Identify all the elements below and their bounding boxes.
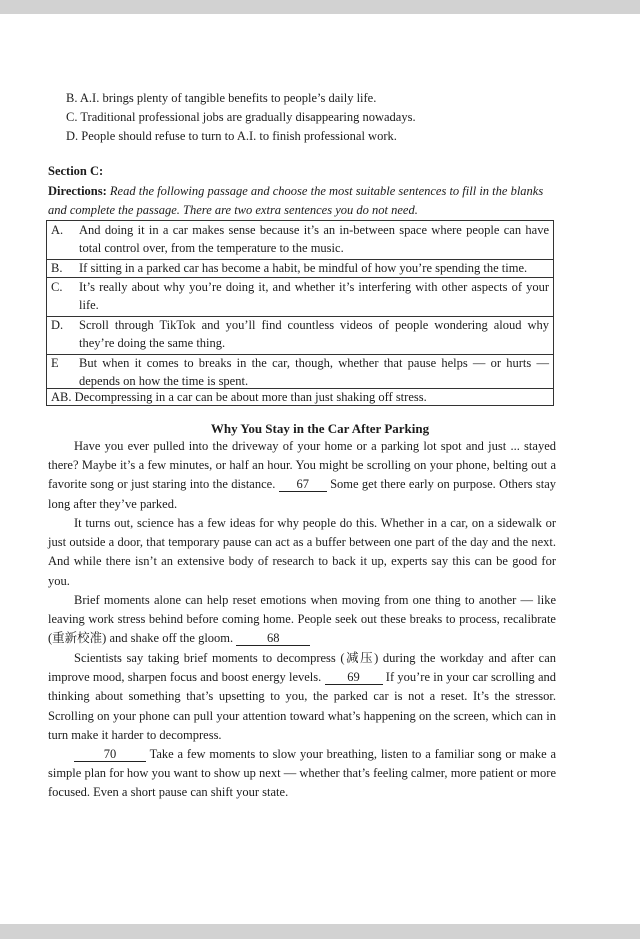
choice-b [47,259,553,277]
directions [48,182,556,220]
paragraph-text: If you’re in your car scrolling and thinking about something that’s upsetting to you, the parked car is not a reset. It’s the stressor. Scrolling on your phone can pull your attention toward what’s happening on the screen, which can in turn make it harder to decompress. [48,670,556,742]
section-heading: Section C: [48,164,104,178]
paragraph-2 [48,514,556,591]
choice-text: And doing it in a car makes sense because it’s an in-between space where people can have total control over, from the temperature to the music. [79,223,549,255]
choice-letter: E [51,356,59,370]
blank-68: 68 [236,631,310,646]
directions-text: Read the following passage and choose the most suitable sentences to fill in the blanks and complete the passage. There are two extra sentences you do not need. [48,184,544,217]
scan-bottom-border [0,924,640,939]
paragraph-5 [48,745,556,803]
choice-text: Scroll through TikTok and you’ll find countless videos of people wondering aloud why they’re doing the same thing. [79,318,549,350]
blank-67: 67 [279,477,327,492]
prev-option-d: D. People should refuse to turn to A.I. to finish professional work. [66,129,397,143]
paragraph-text: Have you ever pulled into the driveway of your home or a parking lot spot and just ... stayed there? Maybe it’s a few minutes, or half an hour. You might be scrolling on your phone, belting out a favorite song or just staring into the distance. [48,439,556,492]
blank-69: 69 [325,670,383,685]
blank-70: 70 [74,747,146,762]
choice-letter: D. [51,318,64,332]
paragraph-text: It turns out, science has a few ideas for why people do this. Whether in a car, on a sidewalk or just outside a door, that temporary pause can act as a buffer between one part of the day and the next. And while there isn’t an extensive body of research to back it up, experts say this can be good for you. [48,516,556,588]
choice-d [47,316,553,354]
paragraph-text: Scientists say taking brief moments to decompress (减压) during the workday and after can improve mood, sharpen focus and boost energy levels. [48,651,556,685]
paragraph-1 [48,437,556,514]
choice-letter: C. [51,280,63,294]
choice-text: If sitting in a parked car has become a habit, be mindful of how you’re spending the time. [79,261,528,275]
paragraph-4 [48,649,556,745]
passage-title: Why You Stay in the Car After Parking [210,421,430,436]
choice-text: AB. Decompressing in a car can be about more than just shaking off stress. [51,390,427,404]
choice-letter: A. [51,223,64,237]
paragraph-text: Some get there early on purpose. Others stay long after they’ve parked. [48,477,556,511]
choices-box [46,220,554,406]
scan-top-border [0,0,640,14]
choice-letter: B. [51,261,63,275]
choice-text: It’s really about why you’re doing it, and whether it’s interfering with other aspects of your life. [79,280,549,312]
choice-a [47,221,553,259]
choice-ab [47,388,553,406]
choice-text: But when it comes to breaks in the car, though, whether that pause helps — or hurts — depends on how the time is spent. [79,356,549,388]
paragraph-3 [48,591,556,649]
choice-e [47,354,553,390]
paragraph-text: Brief moments alone can help reset emotions when moving from one thing to another — like leaving work stress behind before coming home. People seek out these breaks to process, recalibrate (重新校准) and shake off the gloom. [48,593,556,646]
prev-option-c: C. Traditional professional jobs are gradually disappearing nowadays. [66,110,416,124]
choice-c [47,278,553,316]
paragraph-text: Take a few moments to slow your breathing, listen to a familiar song or make a simple plan for how you want to show up next — whether that’s feeling calmer, more patient or more focused. Even a short pause can shift your state. [48,747,556,800]
directions-label: Directions: [48,184,107,198]
prev-option-b: B. A.I. brings plenty of tangible benefits to people’s daily life. [66,91,377,105]
